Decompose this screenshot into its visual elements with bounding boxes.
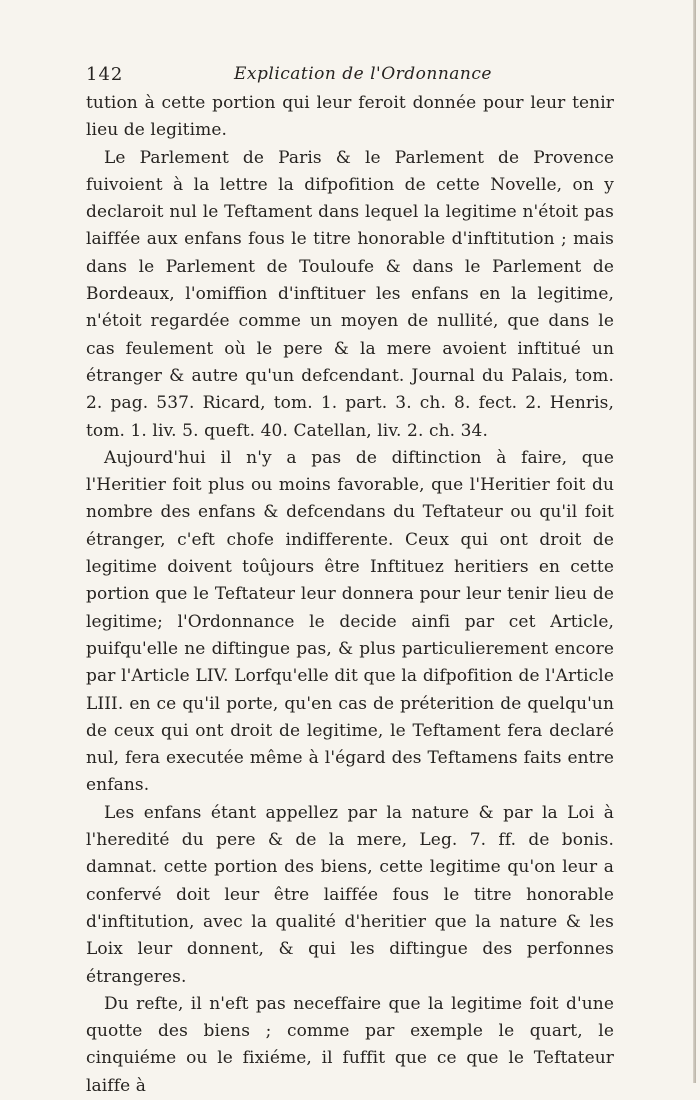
- book-page: [86, 58, 614, 1100]
- paragraph-aujourdhui: Aujourd'hui il n'y a pas de diftinction à faire, que l'Heritier foit plus ou moins favorable, que l'Heritier foit du nombre des enfans & defcendans du Teftateur ou qu'il foit étranger, c'eft chofe indifferente. Ceux qui ont droit de legitime doivent toûjours être Inftituez heritiers en cette portion que le Teftateur leur donnera pour leur tenir lieu de legitime; l'Ordonnance le decide ainfi par cet Article, puifqu'elle ne diftingue pas, & plus particulierement encore par l'Article LIV. Lorfqu'elle dit que la difpofition de l'Article LIII. en ce qu'il porte, qu'en cas de préterition de quelqu'un de ceux qui ont droit de legitime, le Teftament fera declaré nul, fera executée même à l'égard des Teftamens faits entre enfans.: [86, 447, 614, 796]
- page-edge: [693, 0, 696, 1083]
- running-head: [86, 58, 614, 90]
- paragraph-continued: tution à cette portion qui leur feroit donnée pour leur tenir lieu de legitime.: [86, 93, 614, 141]
- paragraph-du-reste: Du refte, il n'eft pas neceffaire que la legitime foit d'une quotte des biens ; comme par exemple le quart, le cinquiéme ou le fixiéme, il fuffit que ce que le Teftateur laiffe à: [86, 993, 614, 1096]
- paragraph-parlements: Le Parlement de Paris & le Parlement de Provence fuivoient à la lettre la difpofition de cette Novelle, on y declaroit nul le Teftament dans lequel la legitime n'étoit pas laiffée aux enfans fous le titre honorable d'inftitution ; mais dans le Parlement de Touloufe & dans le Parlement de Bordeaux, l'omiffion d'inftituer les enfans en la legitime, n'étoit regardée comme un moyen de nullité, que dans le cas feulement où le pere & la mere avoient inftitué un étranger & autre qu'un defcendant. Journal du Palais, tom. 2. pag. 537. Ricard, tom. 1. part. 3. ch. 8. fect. 2. Henris, tom. 1. liv. 5. queft. 40. Catellan, liv. 2. ch. 34.: [86, 147, 614, 441]
- paragraph-enfans: Les enfans étant appellez par la nature & par la Loi à l'heredité du pere & de la mere, Leg. 7. ff. de bonis. damnat. cette portion des biens, cette legitime qu'on leur a confervé doit leur être laiffée fous le titre honorable d'inftitution, avec la qualité d'heritier que la nature & les Loix leur donnent, & qui les diftingue des perfonnes étrangeres.: [86, 802, 614, 987]
- body-text: [86, 90, 614, 1100]
- page-number: 142: [86, 64, 124, 85]
- running-title: Explication de l'Ordonnance: [234, 64, 492, 84]
